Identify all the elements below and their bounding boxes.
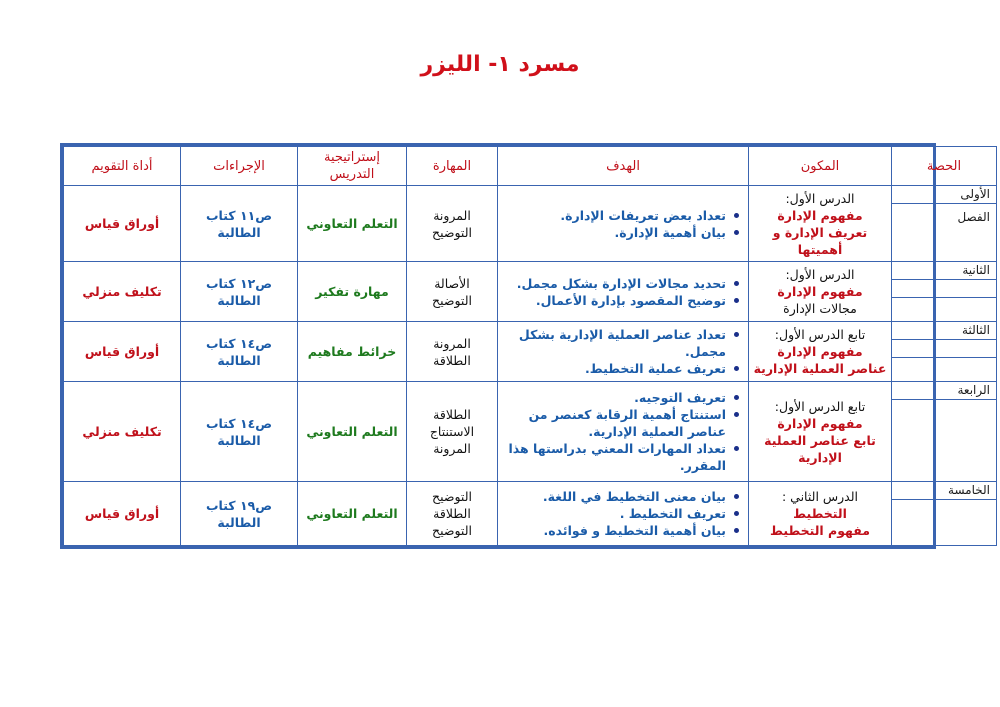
goal-item: تعداد عناصر العملية الإدارية بشكل مجمل. <box>502 326 726 360</box>
goal-item: بيان معنى التخطيط في اللغة. <box>502 488 726 505</box>
component-line: تابع الدرس الأول: <box>774 398 866 414</box>
goal-item: بيان أهمية التخطيط و فوائده. <box>502 522 726 539</box>
strategy-cell: خرائط مفاهيم <box>298 322 407 382</box>
evaluation-cell: أوراق قياس <box>64 482 181 546</box>
class-sub-cell: الرابعة <box>892 382 996 400</box>
goal-cell <box>498 186 749 262</box>
strategy-cell: التعلم التعاوني <box>298 382 407 482</box>
procedures-cell <box>181 482 298 546</box>
component-line: الإدارية <box>798 449 842 465</box>
goal-list <box>502 275 740 309</box>
strategy-cell: التعلم التعاوني <box>298 186 407 262</box>
component-line: تابع عناصر العملية <box>764 432 876 448</box>
goal-item: بيان أهمية الإدارة. <box>502 224 726 241</box>
goal-item: تعريف التخطيط . <box>502 505 726 522</box>
evaluation-cell: تكليف منزلي <box>64 382 181 482</box>
goal-item: تعداد المهارات المعني بدراستها هذا المقرر. <box>502 440 726 474</box>
goal-list <box>502 488 740 539</box>
skill-cell <box>407 262 498 322</box>
goal-item: تعريف التوجيه. <box>502 389 726 406</box>
procedures-line: الطالبة <box>217 432 261 448</box>
header-strategy-line2: التدريس <box>329 167 375 182</box>
header-component: المكون <box>749 147 892 186</box>
skill-line: التوضيح <box>432 292 472 308</box>
class-sub-cell: الأولى <box>892 186 996 204</box>
procedures-line: الطالبة <box>217 352 261 368</box>
skill-line: المرونة <box>433 335 471 351</box>
component-line: عناصر العملية الإدارية <box>753 361 887 376</box>
component-line: مفهوم الإدارة <box>777 284 863 299</box>
component-line: مفهوم التخطيط <box>769 523 871 538</box>
table-row <box>64 322 997 382</box>
class-sub-cell <box>892 358 996 375</box>
component-line: الدرس الثاني : <box>781 489 859 504</box>
skill-line: الطلاقة <box>433 506 471 521</box>
goal-item: تعريف عملية التخطيط. <box>502 360 726 377</box>
skill-cell <box>407 482 498 546</box>
class-sub-cell: الثالثة <box>892 322 996 340</box>
strategy-cell: التعلم التعاوني <box>298 482 407 546</box>
procedures-line: ص١٤ كتاب <box>205 335 273 351</box>
procedures-line: الطالبة <box>217 514 261 530</box>
component-line: مفهوم الإدارة <box>777 207 863 223</box>
lesson-plan-table <box>63 146 997 546</box>
goal-cell <box>498 382 749 482</box>
class-cell <box>892 322 997 382</box>
goal-cell <box>498 322 749 382</box>
procedures-line: الطالبة <box>217 292 261 308</box>
procedures-line: ص١١ كتاب <box>205 207 273 223</box>
goal-list <box>502 389 740 474</box>
evaluation-cell: تكليف منزلي <box>64 262 181 322</box>
class-sub-cell: الخامسة <box>892 482 996 500</box>
component-line: الدرس الأول: <box>785 267 855 282</box>
component-line: الدرس الأول: <box>785 190 855 206</box>
component-cell <box>749 482 892 546</box>
skill-cell <box>407 322 498 382</box>
skill-line: الاستنتاج <box>429 424 475 439</box>
header-strategy-line1: إستراتيجية <box>323 150 381 165</box>
class-sub-cell <box>892 298 996 315</box>
table-row <box>64 482 997 546</box>
procedures-cell <box>181 262 298 322</box>
component-line: مفهوم الإدارة <box>777 415 863 431</box>
goal-list <box>502 207 740 241</box>
header-goal: الهدف <box>498 147 749 186</box>
class-cell <box>892 186 997 262</box>
goal-list <box>502 326 740 377</box>
goal-cell <box>498 262 749 322</box>
component-line: تعريف الإدارة و <box>772 224 868 240</box>
class-cell <box>892 482 997 546</box>
header-strategy <box>298 147 407 186</box>
component-line: أهميتها <box>797 241 843 257</box>
evaluation-cell: أوراق قياس <box>64 322 181 382</box>
table-row <box>64 186 997 262</box>
skill-cell <box>407 186 498 262</box>
component-line: مفهوم الإدارة <box>777 344 863 359</box>
procedures-cell <box>181 186 298 262</box>
class-sub-cell: الفصل <box>957 210 990 224</box>
component-line: مجالات الإدارة <box>783 301 857 316</box>
procedures-cell <box>181 382 298 482</box>
table-row <box>64 382 997 482</box>
component-cell <box>749 322 892 382</box>
class-sub-cell <box>892 400 996 427</box>
procedures-line: ص١٢ كتاب <box>205 275 273 291</box>
component-cell <box>749 186 892 262</box>
skill-line: الأصالة <box>434 275 470 291</box>
component-cell <box>749 382 892 482</box>
skill-line: التوضيح <box>432 489 472 504</box>
skill-cell <box>407 382 498 482</box>
goal-item: توضيح المقصود بإدارة الأعمال. <box>502 292 726 309</box>
table-row <box>64 262 997 322</box>
class-sub-cell: الثانية <box>892 262 996 280</box>
skill-line: المرونة <box>433 441 471 456</box>
goal-item: تعداد بعض تعريفات الإدارة. <box>502 207 726 224</box>
goal-item: تحديد مجالات الإدارة بشكل مجمل. <box>502 275 726 292</box>
page-title: مسرد ١- الليزر <box>420 52 580 77</box>
header-evaluation: أداة التقويم <box>64 147 181 186</box>
class-sub-cell <box>892 500 996 527</box>
evaluation-cell: أوراق قياس <box>64 186 181 262</box>
component-line: تابع الدرس الأول: <box>774 327 866 342</box>
skill-line: الطلاقة <box>433 352 471 368</box>
skill-line: المرونة <box>433 207 471 223</box>
class-cell <box>892 382 997 482</box>
header-procedures: الإجراءات <box>181 147 298 186</box>
strategy-cell: مهارة تفكير <box>298 262 407 322</box>
goal-item: استنتاج أهمية الرقابة كعنصر من عناصر العملية الإدارية. <box>502 406 726 440</box>
procedures-line: ص١٩ كتاب <box>205 497 273 513</box>
class-sub-cell <box>892 280 996 298</box>
component-cell <box>749 262 892 322</box>
header-skill: المهارة <box>407 147 498 186</box>
procedures-line: الطالبة <box>217 224 261 240</box>
procedures-cell <box>181 322 298 382</box>
header-class: الحصة <box>892 147 997 186</box>
header-row <box>64 147 997 186</box>
goal-cell <box>498 482 749 546</box>
class-sub-cell <box>892 340 996 358</box>
skill-line: التوضيح <box>432 523 472 538</box>
skill-line: التوضيح <box>432 224 472 240</box>
procedures-line: ص١٤ كتاب <box>205 415 273 431</box>
class-cell <box>892 262 997 322</box>
skill-line: الطلاقة <box>433 407 471 422</box>
component-line: التخطيط <box>793 506 847 521</box>
